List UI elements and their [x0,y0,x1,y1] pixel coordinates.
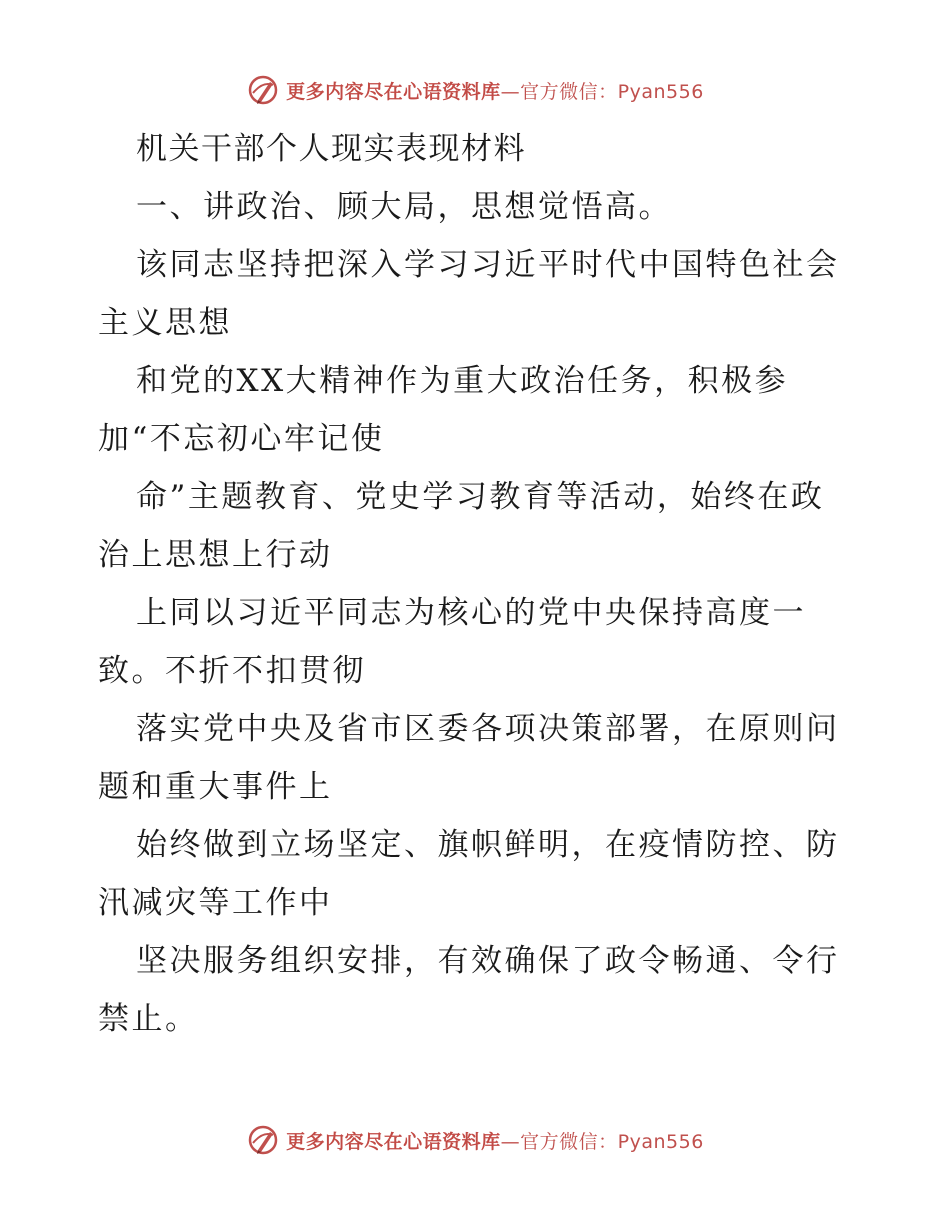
banner-label [286,1127,704,1154]
document-title: 机关干部个人现实表现材料 [136,131,526,167]
paragraph-line: 坚决服务组织安排，有效确保了政令畅通、令行 [136,943,840,979]
paragraph-line: 题和重大事件上 [98,769,333,805]
banner-brand: 更多内容尽在心语资料库 [286,1130,501,1153]
paragraph-line: 汛减灾等工作中 [98,885,333,921]
banner-label [286,77,704,104]
paragraph-line: 始终做到立场坚定、旗帜鲜明，在疫情防控、防 [136,827,840,863]
paragraph-line: 禁止。 [98,1001,199,1037]
header-banner [0,70,950,110]
banner-separator: — [500,1130,521,1153]
paragraph-line: 主义思想 [98,305,232,341]
paragraph-line: 加“不忘初心牢记使 [98,421,385,457]
paragraph-line: 上同以习近平同志为核心的党中央保持高度一 [136,595,806,631]
footer-banner [0,1120,950,1160]
paragraph-line: 和党的XX大精神作为重大政治任务，积极参 [136,363,789,399]
paragraph-line: 命”主题教育、党史学习教育等活动，始终在政 [136,479,825,515]
paragraph-line: 该同志坚持把深入学习习近平时代中国特色社会 [136,247,840,283]
paragraph-line: 致。不折不扣贯彻 [98,653,366,689]
section-heading: 一、讲政治、顾大局，思想觉悟高。 [136,189,672,225]
banner-suffix: 官方微信：Pyan556 [520,80,704,103]
pen-logo-icon [246,1123,280,1157]
paragraph-line: 治上思想上行动 [98,537,333,573]
banner-brand: 更多内容尽在心语资料库 [286,80,501,103]
banner-suffix: 官方微信：Pyan556 [520,1130,704,1153]
banner-separator: — [500,80,521,103]
paragraph-line: 落实党中央及省市区委各项决策部署，在原则问 [136,711,840,747]
document-body [98,120,858,1048]
pen-logo-icon [246,73,280,107]
